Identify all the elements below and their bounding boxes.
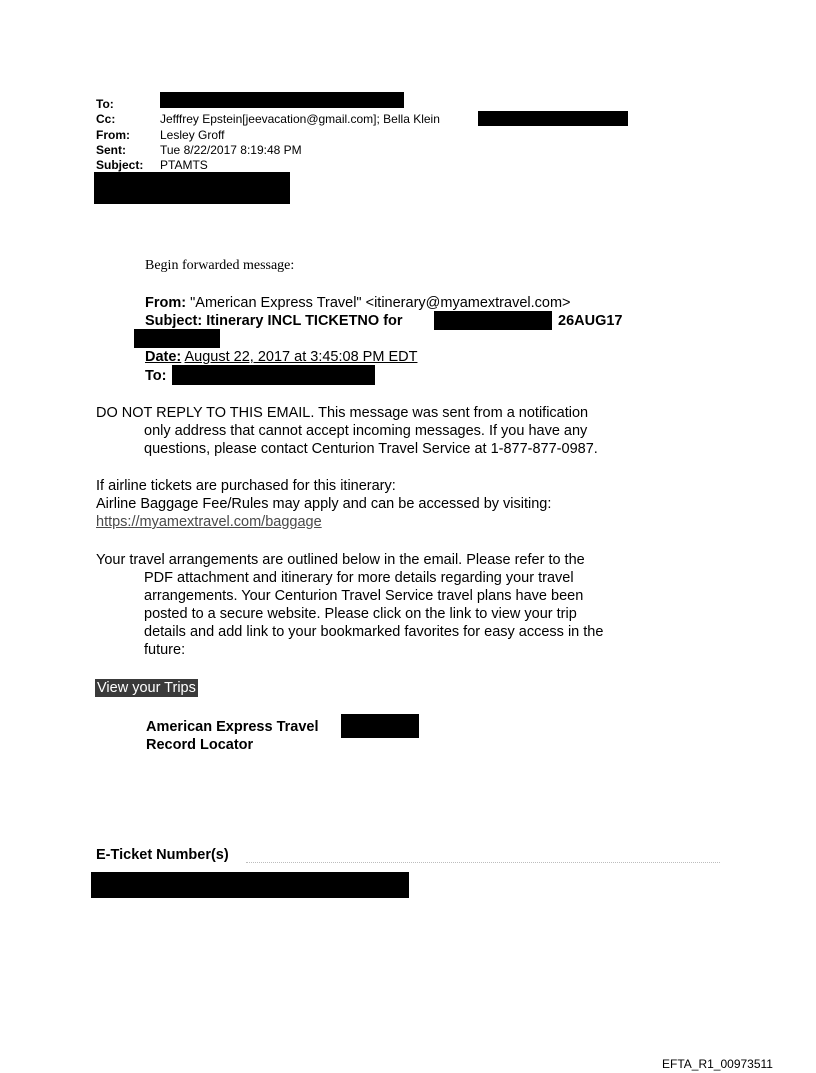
forward-intro: Begin forwarded message: <box>145 258 295 273</box>
eticket-divider <box>246 862 720 863</box>
forward-subject-date: 26AUG17 <box>558 313 623 329</box>
baggage-line-1: If airline tickets are purchased for this itinerary: <box>96 478 396 494</box>
arrangements-line-4: posted to a secure website. Please click on the link to view your trip <box>144 606 577 622</box>
forward-date-label: Date: <box>145 349 182 365</box>
record-line-1: American Express Travel <box>146 719 319 735</box>
arrangements-line-3: arrangements. Your Centurion Travel Service travel plans have been <box>144 588 584 604</box>
redaction-subject <box>94 172 290 204</box>
document-id: EFTA_R1_00973511 <box>662 1057 773 1071</box>
forward-date <box>145 348 417 366</box>
forward-subject-label: Subject: <box>145 313 203 329</box>
baggage-link[interactable]: https://myamextravel.com/baggage <box>96 514 322 530</box>
forward-from-value: "American Express Travel" <itinerary@myamextravel.com> <box>190 295 571 311</box>
view-trips-button[interactable]: View your Trips <box>97 680 196 696</box>
arrangements-line-2: PDF attachment and itinerary for more details regarding your travel <box>144 570 574 586</box>
to-label: To: <box>96 97 114 111</box>
redaction-fwd-to <box>172 365 375 385</box>
no-reply-notice <box>96 404 598 458</box>
subject-value: PTAMTS <box>160 158 208 172</box>
notice-line-2: only address that cannot accept incoming messages. If you have any <box>144 423 588 439</box>
baggage-line-2: Airline Baggage Fee/Rules may apply and can be accessed by visiting: <box>96 496 552 512</box>
arrangements-line-6: future: <box>144 642 186 658</box>
subject-label: Subject: <box>96 158 144 172</box>
arrangements-line-5: details and add link to your bookmarked favorites for easy access in the <box>144 624 604 640</box>
arrangements-section <box>96 551 603 659</box>
cc-value: Jefffrey Epstein[jeevacation@gmail.com]; Bella Klein <box>160 112 440 126</box>
baggage-section <box>96 477 551 531</box>
redaction-cc <box>478 111 628 126</box>
forward-subject-value: Itinerary INCL TICKETNO for <box>206 313 403 329</box>
cc-label: Cc: <box>96 112 116 126</box>
arrangements-line-1: Your travel arrangements are outlined below in the email. Please refer to the <box>96 552 585 568</box>
record-line-2: Record Locator <box>146 737 254 753</box>
from-label: From: <box>96 128 130 142</box>
redaction-to <box>160 92 404 108</box>
redaction-eticket <box>91 872 409 898</box>
forward-to-label: To: <box>145 368 167 384</box>
notice-line-1: DO NOT REPLY TO THIS EMAIL. This message was sent from a notification <box>96 405 589 421</box>
from-value: Lesley Groff <box>160 128 225 142</box>
forward-from <box>145 294 571 312</box>
redaction-fwd-subject-2 <box>134 329 220 348</box>
notice-line-3: questions, please contact Centurion Travel Service at 1-877-877-0987. <box>144 441 598 457</box>
view-trips-wrapper <box>95 679 198 697</box>
sent-value: Tue 8/22/2017 8:19:48 PM <box>160 143 302 157</box>
forward-from-label: From: <box>145 295 187 311</box>
eticket-heading: E-Ticket Number(s) <box>96 847 229 863</box>
redaction-fwd-subject <box>434 311 552 330</box>
forward-date-value: August 22, 2017 at 3:45:08 PM EDT <box>184 349 418 365</box>
forward-subject <box>145 312 403 330</box>
record-locator <box>146 718 319 754</box>
sent-label: Sent: <box>96 143 126 157</box>
redaction-record-locator <box>341 714 419 738</box>
